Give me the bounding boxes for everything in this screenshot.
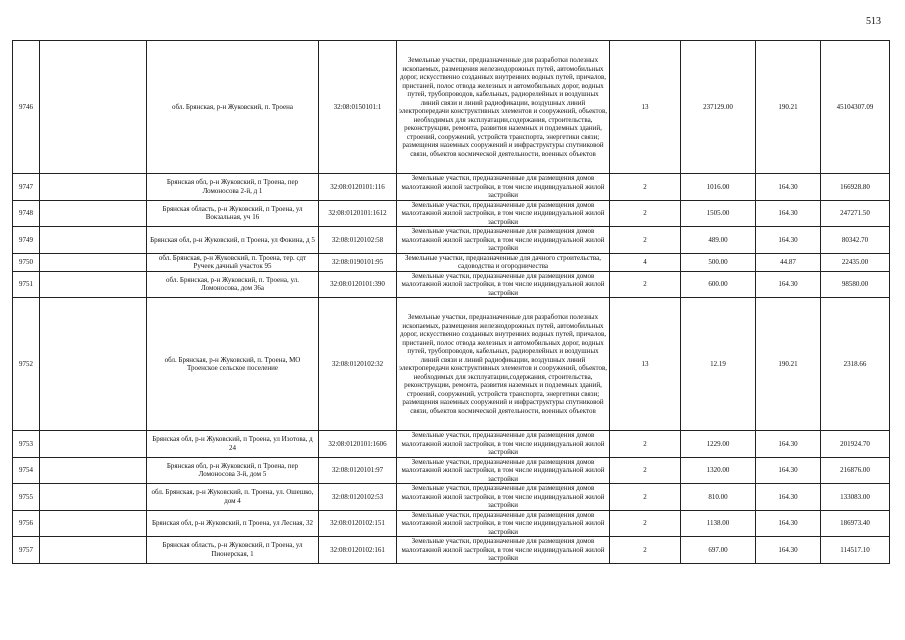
- area-cell: 697.00: [681, 537, 756, 564]
- cadastral-number-cell: 32:08:0120101:1606: [319, 431, 397, 458]
- use-code-cell: 4: [610, 253, 681, 271]
- blank-cell: [40, 298, 147, 431]
- land-use-cell: Земельные участки, предназначенные для разработки полезных ископаемых, размещения железнодорожных путей, автомобильных дорог, искусственно созданных внутренних водных путей, причалов, пристаней, полос отвода железных и автомобильных дорог, водных путей, трубопроводов, кабельных, радиорелейных и воздушных линий связи и линий радиофикации, воздушных линий электропередачи конструктивных элементов и сооружений, объектов, необходимых для эксплуатации,содержания, строительства, реконструкции, ремонта, развития наземных и подземных зданий, строений, сооружений, устройств транспорта, энергетики связи; размещения наземных сооружений и инфраструктуры спутниковой связи, объектов космической деятельности, военных объектов: [397, 41, 610, 174]
- land-use-cell: Земельные участки, предназначенные для размещения домов малоэтажной жилой застройки, в том числе индивидуальной жилой застройки: [397, 174, 610, 201]
- area-cell: 600.00: [681, 271, 756, 298]
- area-cell: 1138.00: [681, 510, 756, 537]
- cadastral-number-cell: 32:08:0120102:32: [319, 298, 397, 431]
- table-row: [13, 484, 890, 511]
- cadastral-value-cell: 2318.66: [821, 298, 890, 431]
- use-code-cell: 2: [610, 537, 681, 564]
- blank-cell: [40, 484, 147, 511]
- table-row: [13, 298, 890, 431]
- land-use-cell: Земельные участки, предназначенные для размещения домов малоэтажной жилой застройки, в том числе индивидуальной жилой застройки: [397, 200, 610, 227]
- address-cell: обл. Брянская, р-н Жуковский, п. Троена, ул. Ломоносова, дом 36а: [147, 271, 319, 298]
- rate-cell: 164.30: [756, 227, 821, 254]
- rate-cell: 164.30: [756, 510, 821, 537]
- row-number: 9749: [13, 227, 40, 254]
- cadastral-number-cell: 32:08:0120101:97: [319, 457, 397, 484]
- address-cell: Брянская обл, р-н Жуковский, п Троена, ул Изотова, д 24: [147, 431, 319, 458]
- address-cell: Брянская область, р-н Жуковский, п Троена, ул Вокзальная, уч 16: [147, 200, 319, 227]
- table-row: [13, 431, 890, 458]
- rate-cell: 190.21: [756, 298, 821, 431]
- row-number: 9753: [13, 431, 40, 458]
- cadastral-number-cell: 32:08:0120101:1612: [319, 200, 397, 227]
- rate-cell: 164.30: [756, 200, 821, 227]
- row-number: 9752: [13, 298, 40, 431]
- address-cell: обл. Брянская, р-н Жуковский, п. Троена: [147, 41, 319, 174]
- blank-cell: [40, 41, 147, 174]
- table-row: [13, 253, 890, 271]
- row-number: 9746: [13, 41, 40, 174]
- cadastral-value-cell: 216876.00: [821, 457, 890, 484]
- address-cell: Брянская обл, р-н Жуковский, п Троена, пер Ломоносова 2-й, д 1: [147, 174, 319, 201]
- area-cell: 1229.00: [681, 431, 756, 458]
- row-number: 9751: [13, 271, 40, 298]
- area-cell: 1320.00: [681, 457, 756, 484]
- address-cell: обл. Брянская, р-н Жуковский, п. Троена, МО Троенское сельское поселение: [147, 298, 319, 431]
- area-cell: 810.00: [681, 484, 756, 511]
- rate-cell: 164.30: [756, 484, 821, 511]
- blank-cell: [40, 174, 147, 201]
- area-cell: 12.19: [681, 298, 756, 431]
- blank-cell: [40, 510, 147, 537]
- page-number: 513: [866, 16, 881, 27]
- area-cell: 237129.00: [681, 41, 756, 174]
- rate-cell: 164.30: [756, 431, 821, 458]
- rate-cell: 44.87: [756, 253, 821, 271]
- cadastral-number-cell: 32:08:0120101:390: [319, 271, 397, 298]
- table-row: [13, 510, 890, 537]
- land-use-cell: Земельные участки, предназначенные для размещения домов малоэтажной жилой застройки, в том числе индивидуальной жилой застройки: [397, 457, 610, 484]
- table-row: [13, 174, 890, 201]
- cadastral-value-cell: 166928.80: [821, 174, 890, 201]
- table-row: [13, 271, 890, 298]
- land-use-cell: Земельные участки, предназначенные для размещения домов малоэтажной жилой застройки, в том числе индивидуальной жилой застройки: [397, 227, 610, 254]
- blank-cell: [40, 253, 147, 271]
- cadastral-number-cell: 32:08:0120102:53: [319, 484, 397, 511]
- cadastral-value-cell: 22435.00: [821, 253, 890, 271]
- row-number: 9754: [13, 457, 40, 484]
- land-use-cell: Земельные участки, предназначенные для размещения домов малоэтажной жилой застройки, в том числе индивидуальной жилой застройки: [397, 271, 610, 298]
- cadastral-value-cell: 114517.10: [821, 537, 890, 564]
- cadastral-number-cell: 32:08:0120101:116: [319, 174, 397, 201]
- use-code-cell: 13: [610, 41, 681, 174]
- cadastral-value-cell: 98580.00: [821, 271, 890, 298]
- area-cell: 1505.00: [681, 200, 756, 227]
- use-code-cell: 2: [610, 271, 681, 298]
- area-cell: 1016.00: [681, 174, 756, 201]
- area-cell: 500.00: [681, 253, 756, 271]
- land-valuation-table: [12, 40, 890, 564]
- rate-cell: 164.30: [756, 537, 821, 564]
- cadastral-value-cell: 133083.00: [821, 484, 890, 511]
- rate-cell: 164.30: [756, 271, 821, 298]
- land-use-cell: Земельные участки, предназначенные для размещения домов малоэтажной жилой застройки, в том числе индивидуальной жилой застройки: [397, 431, 610, 458]
- land-use-cell: Земельные участки, предназначенные для разработки полезных ископаемых, размещения железнодорожных путей, автомобильных дорог, искусственно созданных внутренних водных путей, причалов, пристаней, полос отвода железных и автомобильных дорог, водных путей, трубопроводов, кабельных, радиорелейных и воздушных линий связи и линий радиофикации, воздушных линий электропередачи конструктивных элементов и сооружений, объектов, необходимых для эксплуатации,содержания, строительства, реконструкции, ремонта, развития наземных и подземных зданий, строений, сооружений, устройств транспорта, энергетики связи; размещения наземных сооружений и инфраструктуры спутниковой связи, объектов космической деятельности, военных объектов: [397, 298, 610, 431]
- address-cell: Брянская обл, р-н Жуковский, п Троена, ул Лесная, 32: [147, 510, 319, 537]
- address-cell: Брянская обл, р-н Жуковский, п Троена, пер Ломоносова 3-й, дом 5: [147, 457, 319, 484]
- address-cell: обл. Брянская, р-н Жуковский, п. Троена, тер. сдт Ручеек дачный участок 95: [147, 253, 319, 271]
- land-use-cell: Земельные участки, предназначенные для размещения домов малоэтажной жилой застройки, в том числе индивидуальной жилой застройки: [397, 510, 610, 537]
- rate-cell: 164.30: [756, 174, 821, 201]
- rate-cell: 190.21: [756, 41, 821, 174]
- address-cell: Брянская обл, р-н Жуковский, п Троена, ул Фокина, д 5: [147, 227, 319, 254]
- land-use-cell: Земельные участки, предназначенные для дачного строительства, садоводства и огородничества: [397, 253, 610, 271]
- row-number: 9747: [13, 174, 40, 201]
- table-row: [13, 41, 890, 174]
- use-code-cell: 2: [610, 227, 681, 254]
- cadastral-number-cell: 32:08:0120102:151: [319, 510, 397, 537]
- cadastral-number-cell: 32:08:0120102:58: [319, 227, 397, 254]
- use-code-cell: 13: [610, 298, 681, 431]
- row-number: 9748: [13, 200, 40, 227]
- row-number: 9755: [13, 484, 40, 511]
- address-cell: Брянская область, р-н Жуковский, п Троена, ул Пионерская, 1: [147, 537, 319, 564]
- cadastral-number-cell: 32:08:0150101:1: [319, 41, 397, 174]
- cadastral-value-cell: 45104307.09: [821, 41, 890, 174]
- row-number: 9757: [13, 537, 40, 564]
- use-code-cell: 2: [610, 200, 681, 227]
- table-row: [13, 537, 890, 564]
- blank-cell: [40, 537, 147, 564]
- use-code-cell: 2: [610, 510, 681, 537]
- use-code-cell: 2: [610, 457, 681, 484]
- cadastral-number-cell: 32:08:0120102:161: [319, 537, 397, 564]
- use-code-cell: 2: [610, 484, 681, 511]
- blank-cell: [40, 431, 147, 458]
- cadastral-value-cell: 247271.50: [821, 200, 890, 227]
- table-row: [13, 457, 890, 484]
- use-code-cell: 2: [610, 174, 681, 201]
- table-row: [13, 200, 890, 227]
- land-use-cell: Земельные участки, предназначенные для размещения домов малоэтажной жилой застройки, в том числе индивидуальной жилой застройки: [397, 484, 610, 511]
- blank-cell: [40, 271, 147, 298]
- blank-cell: [40, 457, 147, 484]
- blank-cell: [40, 227, 147, 254]
- land-use-cell: Земельные участки, предназначенные для размещения домов малоэтажной жилой застройки, в том числе индивидуальной жилой застройки: [397, 537, 610, 564]
- row-number: 9756: [13, 510, 40, 537]
- cadastral-value-cell: 186973.40: [821, 510, 890, 537]
- cadastral-number-cell: 32:08:0190101:95: [319, 253, 397, 271]
- row-number: 9750: [13, 253, 40, 271]
- use-code-cell: 2: [610, 431, 681, 458]
- blank-cell: [40, 200, 147, 227]
- cadastral-value-cell: 201924.70: [821, 431, 890, 458]
- table-row: [13, 227, 890, 254]
- area-cell: 489.00: [681, 227, 756, 254]
- rate-cell: 164.30: [756, 457, 821, 484]
- address-cell: обл. Брянская, р-н Жуковский, п. Троена, ул. Ошешко, дом 4: [147, 484, 319, 511]
- cadastral-value-cell: 80342.70: [821, 227, 890, 254]
